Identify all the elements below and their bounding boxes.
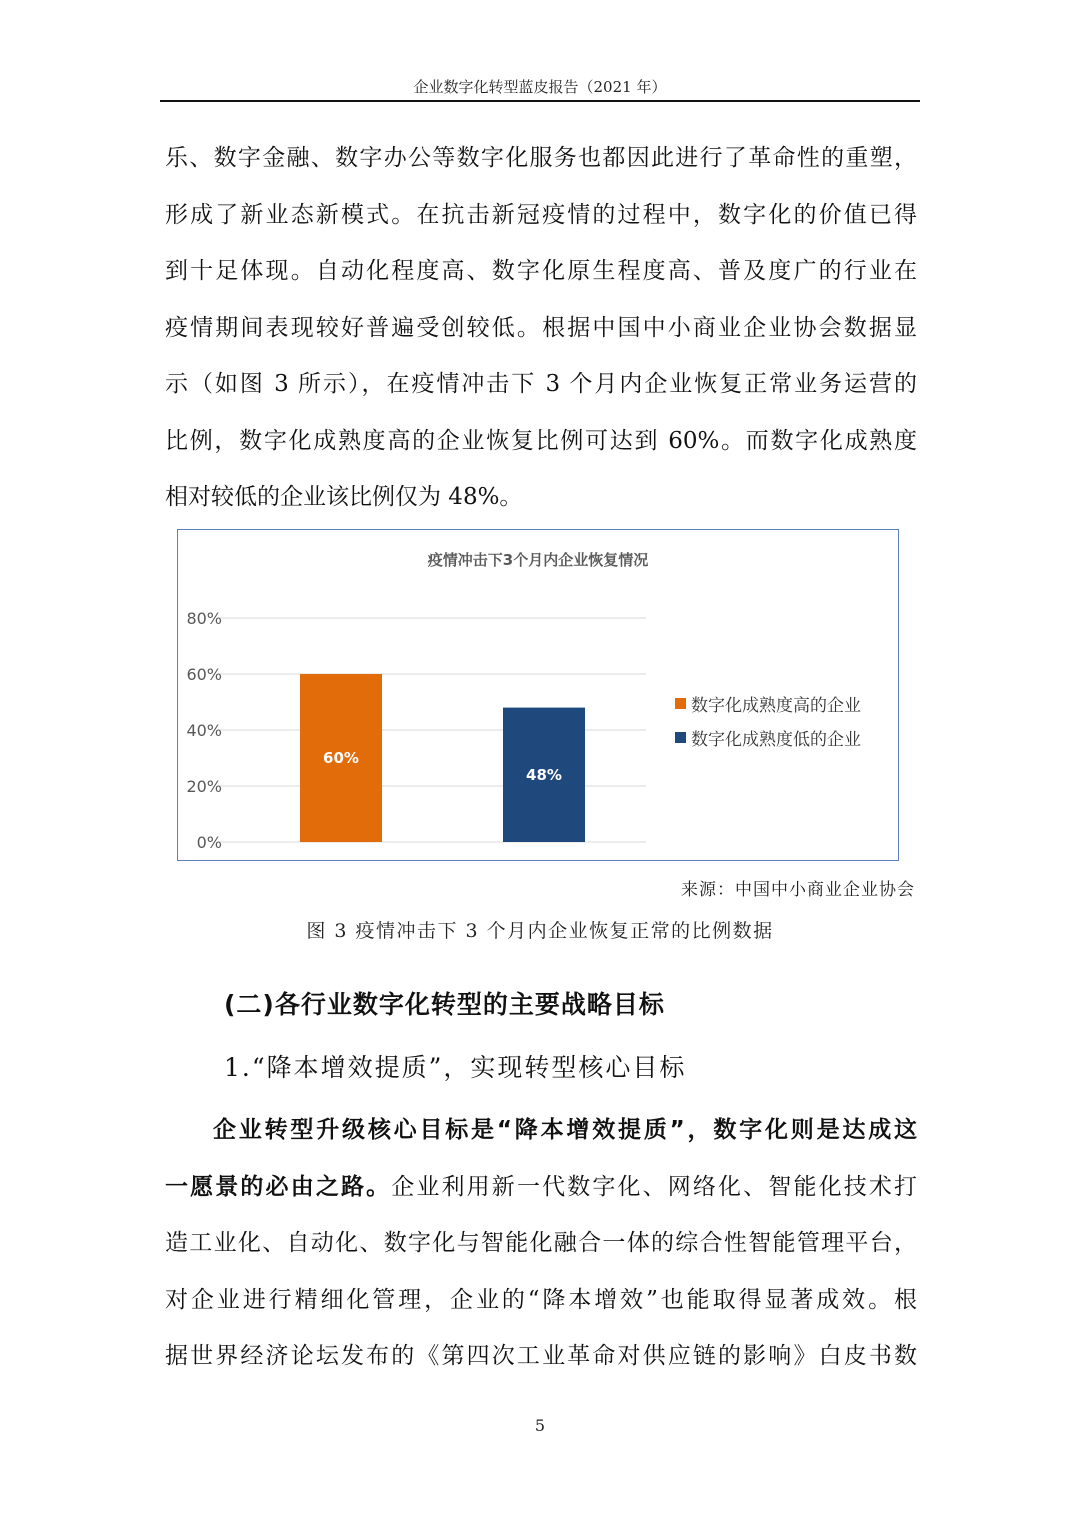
- paragraph-line: 对企业进行精细化管理，企业的“降本增效”也能取得显著成效。根: [165, 1286, 917, 1313]
- paragraph-line: 乐、数字金融、数字办公等数字化服务也都因此进行了革命性的重塑，: [165, 145, 917, 171]
- bar-label-low: 48%: [526, 765, 562, 784]
- paragraph-recovery: [165, 130, 917, 526]
- source-note: 来源：中国中小商业企业协会: [681, 880, 915, 900]
- legend-item-high: [675, 686, 861, 720]
- legend-item-low: [675, 720, 861, 754]
- y-tick-label: 60%: [186, 665, 222, 684]
- legend-swatch-low: [675, 732, 686, 743]
- subsection-heading: 1.“降本增效提质”，实现转型核心目标: [224, 1053, 687, 1082]
- paragraph-line: 到十足体现。自动化程度高、数字化原生程度高、普及度广的行业在: [165, 258, 917, 284]
- paragraph-line: 造工业化、自动化、数字化与智能化融合一体的综合性智能管理平台，: [165, 1230, 917, 1256]
- legend-swatch-high: [675, 698, 686, 709]
- y-tick-label: 80%: [186, 609, 222, 628]
- paragraph-line: 形成了新业态新模式。在抗击新冠疫情的过程中，数字化的价值已得: [165, 201, 917, 228]
- paragraph-line: 疫情期间表现较好普遍受创较低。根据中国中小商业企业协会数据显: [165, 314, 917, 341]
- paragraph-line: 示（如图 3 所示），在疫情冲击下 3 个月内企业恢复正常业务运营的: [165, 371, 917, 397]
- page-number: 5: [534, 1416, 546, 1435]
- chart-title: 疫情冲击下3个月内企业恢复情况: [427, 551, 649, 569]
- section-heading: (二)各行业数字化转型的主要战略目标: [224, 990, 665, 1019]
- paragraph-strategy: [165, 1102, 917, 1385]
- paragraph-line: 比例，数字化成熟度高的企业恢复比例可达到 60%。而数字化成熟度: [165, 427, 917, 454]
- legend-label-high: 数字化成熟度高的企业: [691, 695, 861, 716]
- chart-legend: [675, 686, 861, 754]
- paragraph-line-bold: 企业转型升级核心目标是“降本增效提质”，数字化则是达成这: [213, 1117, 917, 1143]
- recovery-chart: [177, 529, 899, 861]
- page-header: 企业数字化转型蓝皮报告（2021 年）: [413, 78, 667, 96]
- paragraph-line: 据世界经济论坛发布的《第四次工业革命对供应链的影响》白皮书数: [165, 1343, 917, 1369]
- y-tick-label: 0%: [196, 833, 222, 852]
- y-tick-label: 40%: [186, 721, 222, 740]
- bold-phrase: 一愿景的必由之路。: [165, 1173, 392, 1200]
- paragraph-line: 相对较低的企业该比例仅为 48%。: [165, 484, 523, 510]
- figure-caption: 图 3 疫情冲击下 3 个月内企业恢复正常的比例数据: [306, 920, 774, 942]
- paragraph-text: 企业利用新一代数字化、网络化、智能化技术打: [391, 1173, 917, 1200]
- paragraph-line-mixed: [165, 1159, 917, 1216]
- y-tick-label: 20%: [186, 777, 222, 796]
- bar-label-high: 60%: [323, 749, 359, 767]
- header-rule: [160, 100, 920, 102]
- legend-label-low: 数字化成熟度低的企业: [691, 729, 861, 750]
